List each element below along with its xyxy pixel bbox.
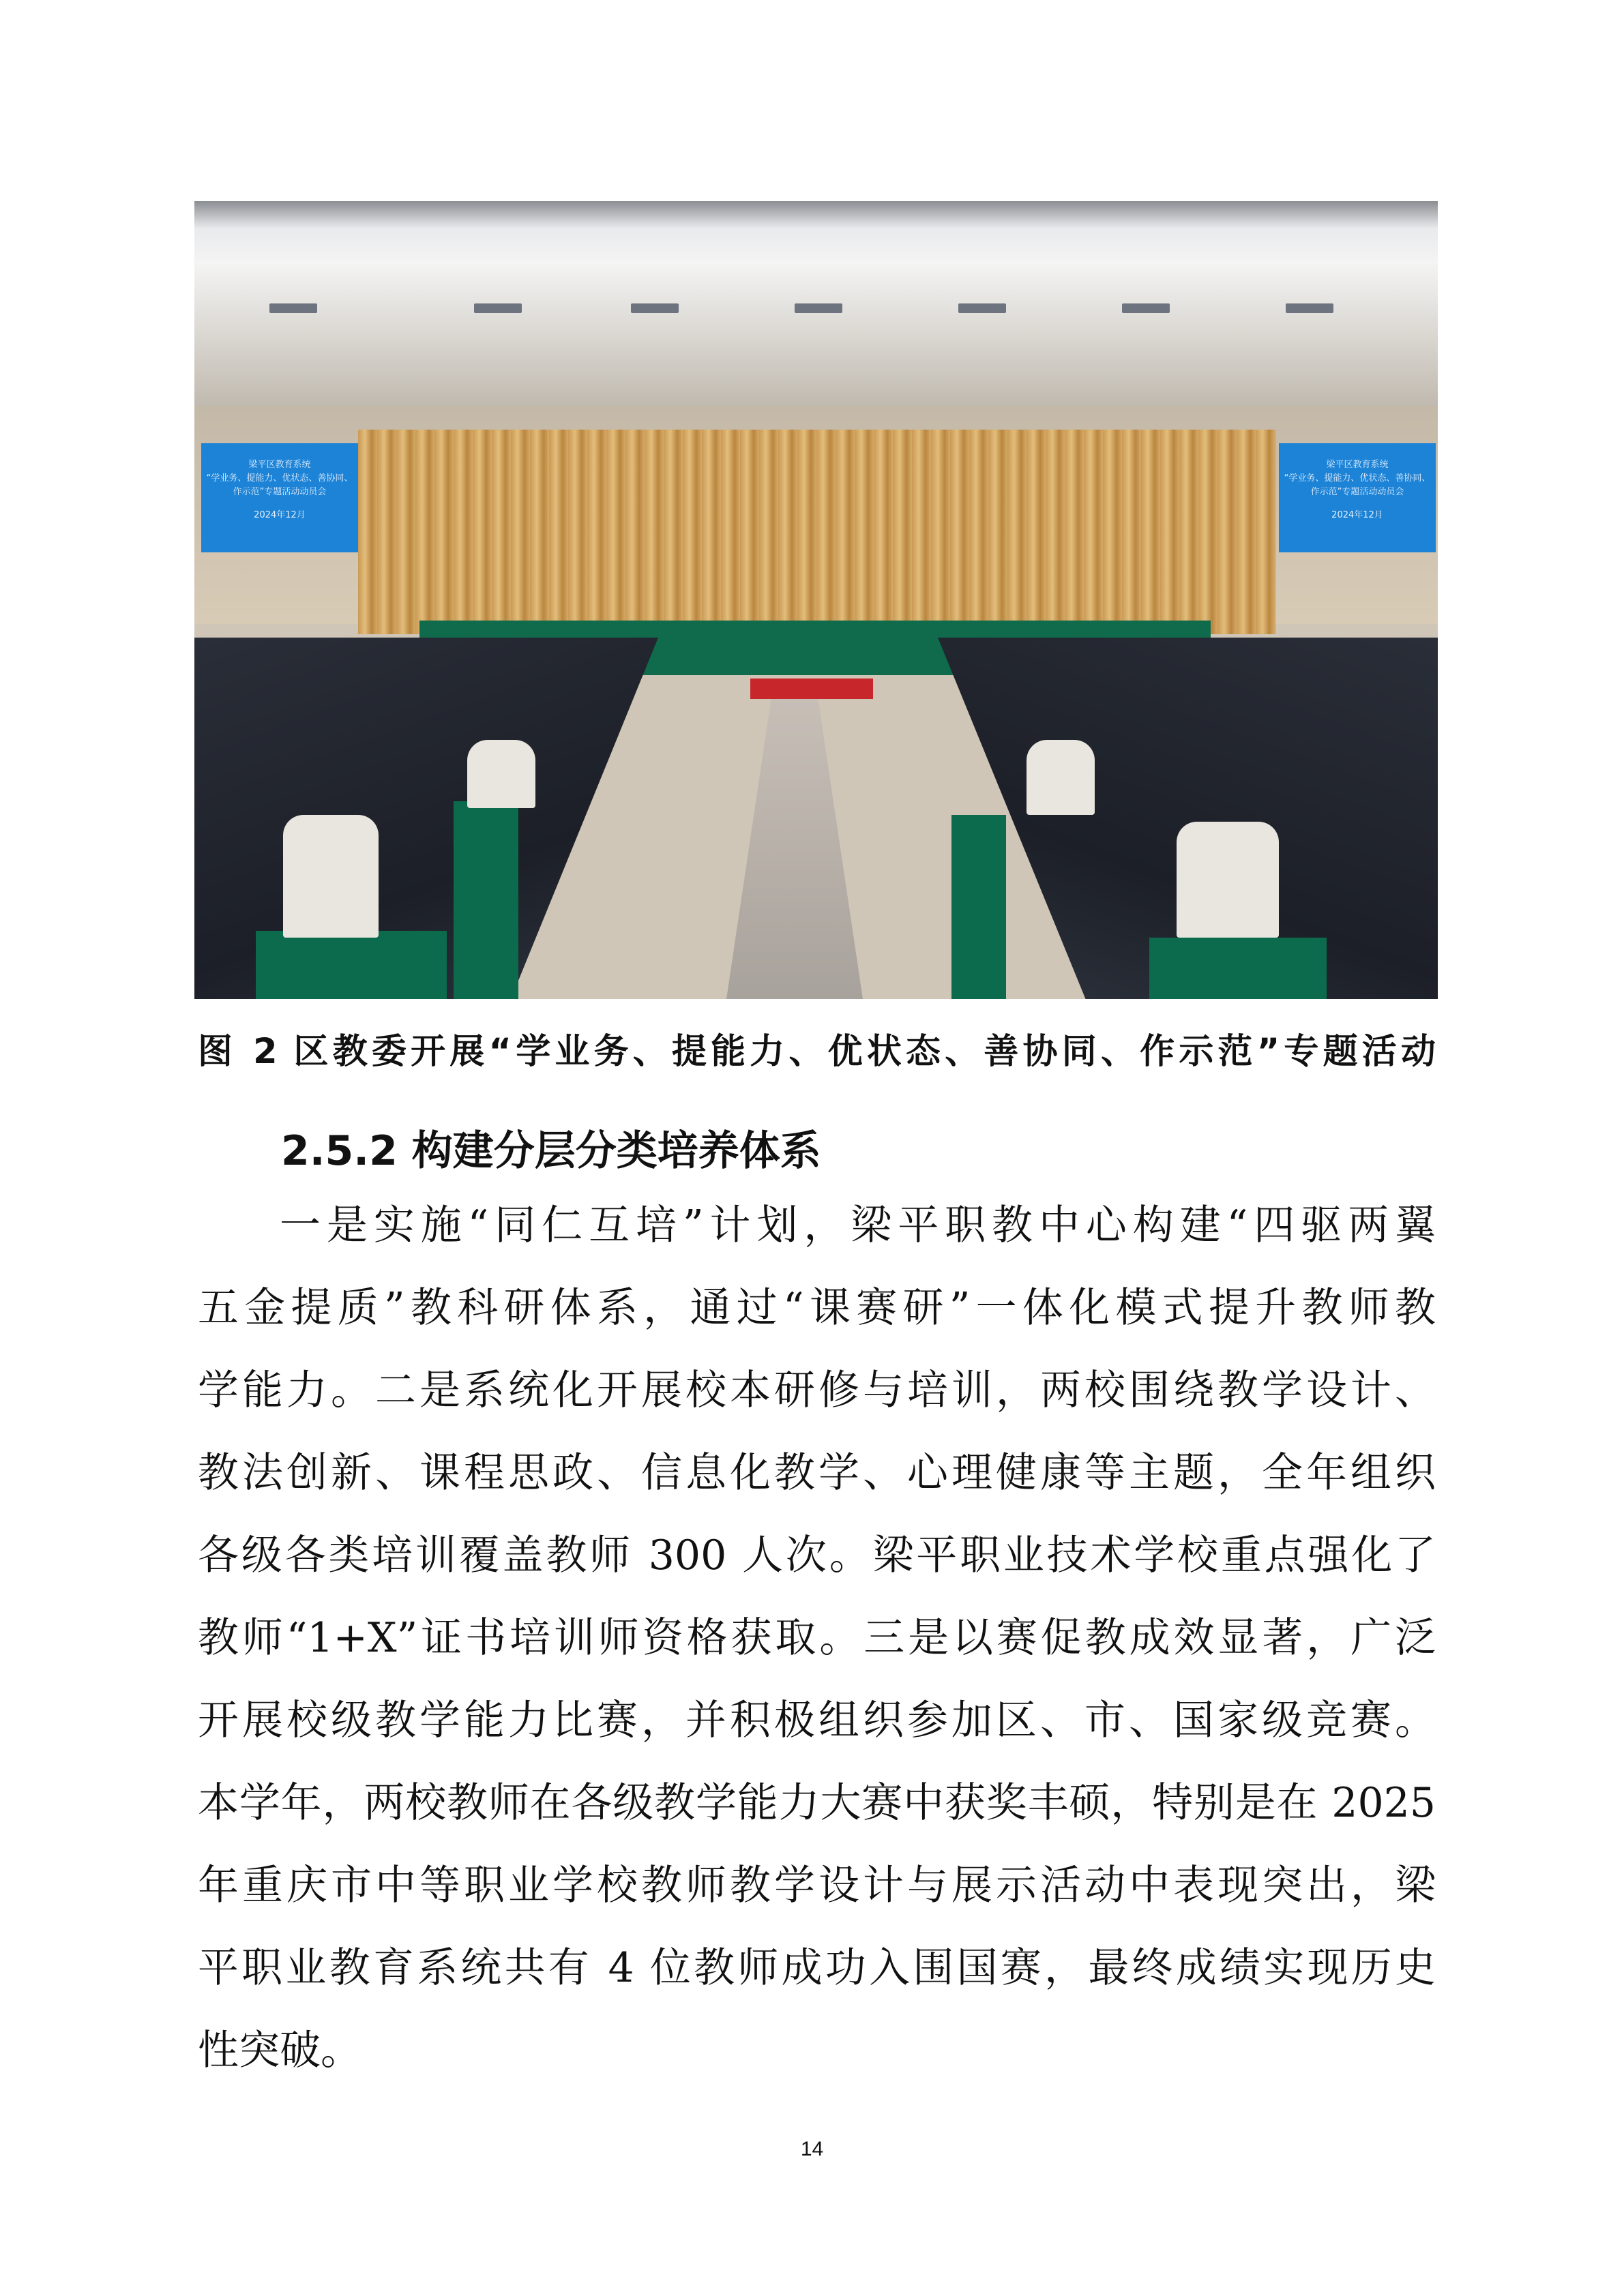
paragraph-line: 教法创新、课程思政、信息化教学、心理健康等主题，全年组织 — [198, 1449, 1436, 1497]
ceiling-light — [269, 303, 317, 313]
red-carpet — [750, 679, 873, 699]
paragraph-line: 五金提质”教科研体系，通过“课赛研”一体化模式提升教师教 — [198, 1284, 1436, 1332]
aisle — [726, 679, 863, 999]
paragraph-line: 一是实施“同仁互培”计划，梁平职教中心构建“四驱两翼 — [280, 1202, 1436, 1249]
right-screen — [1279, 443, 1436, 552]
ceiling-light — [631, 303, 679, 313]
paragraph-line: 学能力。二是系统化开展校本研修与培训，两校围绕教学设计、 — [198, 1367, 1436, 1414]
screen-line: 2024年12月 — [1331, 510, 1383, 520]
ceiling-light — [1122, 303, 1170, 313]
ceiling-light — [1286, 303, 1333, 313]
screen-line: 作示范”专题活动动员会 — [1310, 487, 1404, 497]
paragraph-line: 平职业教育系统共有 4 位教师成功入围国赛，最终成绩实现历史 — [198, 1944, 1436, 1992]
paragraph-line: 性突破。 — [198, 2027, 361, 2074]
conference-photo — [194, 201, 1438, 999]
desk — [256, 931, 447, 999]
paragraph-line: 年重庆市中等职业学校教师教学设计与展示活动中表现突出，梁 — [198, 1862, 1436, 1909]
desk — [951, 815, 1006, 999]
ceiling-light — [958, 303, 1006, 313]
figure-caption: 图 2 区教委开展“学业务、提能力、优状态、善协同、作示范”专题活动 — [198, 1032, 1436, 1072]
section-heading: 2.5.2 构建分层分类培养体系 — [281, 1127, 821, 1175]
screen-line: 2024年12月 — [254, 510, 306, 520]
chair — [467, 740, 535, 808]
screen-line: “学业务、提能力、优状态、善协同、 — [1284, 473, 1431, 483]
chair — [283, 815, 379, 938]
screen-line: 梁平区教育系统 — [248, 460, 311, 470]
chair — [1027, 740, 1095, 815]
ceiling-light — [474, 303, 522, 313]
screen-line: 梁平区教育系统 — [1326, 460, 1389, 470]
stage-curtain — [358, 430, 1275, 634]
left-screen — [201, 443, 358, 552]
screen-line: “学业务、提能力、优状态、善协同、 — [206, 473, 353, 483]
paragraph-line: 本学年，两校教师在各级教学能力大赛中获奖丰硕，特别是在 2025 — [198, 1779, 1436, 1827]
page-number: 14 — [800, 2138, 824, 2160]
paragraph-line: 各级各类培训覆盖教师 300 人次。梁平职业技术学校重点强化了 — [198, 1532, 1436, 1579]
desk — [1149, 938, 1327, 999]
desk — [454, 801, 518, 999]
chair — [1177, 822, 1279, 938]
ceiling-light — [795, 303, 842, 313]
paragraph-line: 开展校级教学能力比赛，并积极组织参加区、市、国家级竞赛。 — [198, 1697, 1436, 1744]
paragraph-line: 教师“1+X”证书培训师资格获取。三是以赛促教成效显著，广泛 — [198, 1614, 1436, 1662]
screen-line: 作示范”专题活动动员会 — [233, 487, 327, 497]
ceiling — [194, 201, 1438, 426]
